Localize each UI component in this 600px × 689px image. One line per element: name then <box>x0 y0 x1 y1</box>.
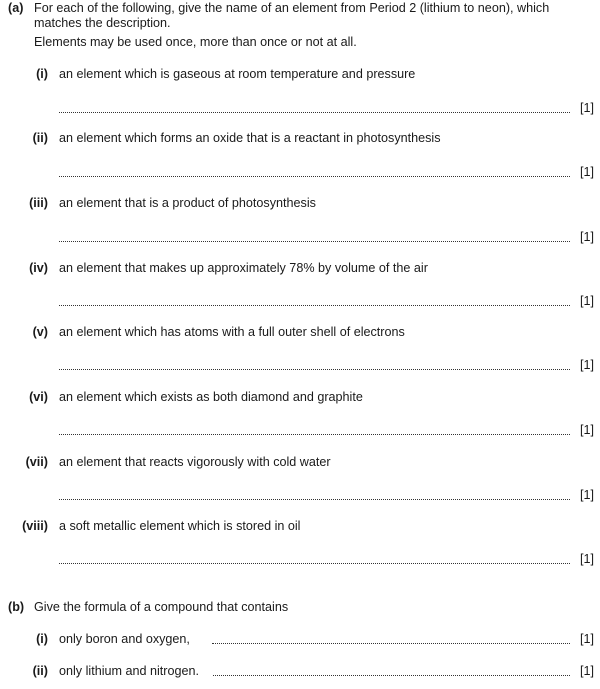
item-text: an element that makes up approximately 78% by volume of the air <box>59 261 428 275</box>
answer-line[interactable] <box>59 176 570 177</box>
mark-allocation: [1] <box>579 423 594 437</box>
answer-line[interactable] <box>59 563 570 564</box>
mark-allocation: [1] <box>579 358 594 372</box>
item-label: (iii) <box>29 196 48 210</box>
mark-allocation: [1] <box>579 294 594 308</box>
part-b-label: (b) <box>8 600 25 614</box>
answer-line[interactable] <box>59 369 570 370</box>
mark-allocation: [1] <box>579 552 594 566</box>
item-text: an element that reacts vigorously with cold water <box>59 455 331 469</box>
mark-allocation: [1] <box>579 664 594 678</box>
answer-line[interactable] <box>59 241 570 242</box>
item-text: an element which exists as both diamond and graphite <box>59 390 363 404</box>
answer-line[interactable] <box>212 643 570 644</box>
item-text: an element which has atoms with a full outer shell of electrons <box>59 325 405 339</box>
item-text: only boron and oxygen, <box>59 632 190 646</box>
part-b-intro: Give the formula of a compound that contains <box>34 600 289 614</box>
item-label: (i) <box>36 67 48 81</box>
item-label: (v) <box>32 325 48 339</box>
item-text: only lithium and nitrogen. <box>59 664 200 678</box>
answer-line[interactable] <box>59 112 570 113</box>
item-label: (vi) <box>29 390 48 404</box>
item-text: an element that is a product of photosynthesis <box>59 196 316 210</box>
part-a-intro-line-3: Elements may be used once, more than once or not at all. <box>34 35 357 49</box>
part-a-label: (a) <box>8 1 24 15</box>
item-label: (vii) <box>25 455 48 469</box>
item-label: (ii) <box>32 664 48 678</box>
mark-allocation: [1] <box>579 632 594 646</box>
item-label: (viii) <box>22 519 48 533</box>
answer-line[interactable] <box>213 675 570 676</box>
item-text: an element which is gaseous at room temperature and pressure <box>59 67 416 81</box>
item-text: an element which forms an oxide that is a reactant in photosynthesis <box>59 131 441 145</box>
item-text: a soft metallic element which is stored in oil <box>59 519 301 533</box>
item-label: (ii) <box>32 131 48 145</box>
mark-allocation: [1] <box>579 165 594 179</box>
answer-line[interactable] <box>59 499 570 500</box>
item-label: (iv) <box>29 261 48 275</box>
mark-allocation: [1] <box>579 101 594 115</box>
mark-allocation: [1] <box>579 230 594 244</box>
answer-line[interactable] <box>59 305 570 306</box>
item-label: (i) <box>36 632 48 646</box>
part-a-intro-line-1: For each of the following, give the name of an element from Period 2 (lithium to neon), which <box>34 1 550 15</box>
part-a-intro-line-2: matches the description. <box>34 15 171 30</box>
mark-allocation: [1] <box>579 488 594 502</box>
answer-line[interactable] <box>59 434 570 435</box>
